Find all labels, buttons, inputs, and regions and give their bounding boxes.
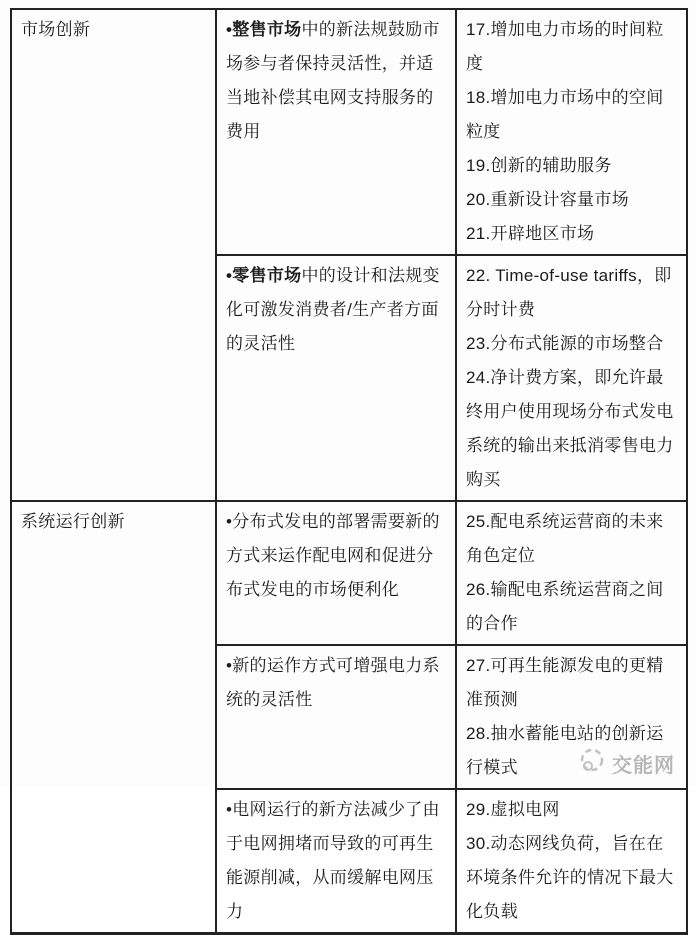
numbered-item: 30.动态网线负荷，旨在在环境条件允许的情况下最大化负载 [466, 834, 674, 921]
desc-paragraph [226, 505, 449, 607]
numbered-item: 18.增加电力市场中的空间粒度 [466, 88, 664, 141]
numbered-item: 22. Time-of-use tariffs，即分时计费 [466, 266, 672, 319]
desc-text: •分布式发电的部署需要新的方式来运作配电网和促进分布式发电的市场便利化 [226, 512, 440, 599]
items-cell-25-26 [456, 501, 687, 645]
desc-paragraph [226, 793, 449, 929]
numbered-item: 28.抽水蓄能电站的创新运行模式 [466, 724, 664, 777]
desc-cell-grid-operation [216, 789, 456, 934]
numbered-item: 25.配电系统运营商的未来角色定位 [466, 512, 664, 565]
category-label: 系统运行创新 [21, 512, 125, 531]
desc-lead-bold: •整售市场 [226, 20, 302, 39]
globe-logo-icon [578, 746, 606, 780]
category-cell-system-operation-innovation [11, 501, 216, 934]
table-row [11, 9, 687, 255]
desc-paragraph [226, 259, 449, 361]
desc-cell-distributed-generation [216, 501, 456, 645]
desc-text: 中的设计和法规变化可激发消费者/生产者方面的灵活性 [226, 266, 440, 353]
numbered-item: 24.净计费方案，即允许最终用户使用现场分布式发电系统的输出来抵消零售电力购买 [466, 368, 674, 489]
desc-cell-new-operation-modes [216, 645, 456, 789]
numbered-item: 19.创新的辅助服务 [466, 156, 612, 175]
desc-cell-retail-market [216, 255, 456, 501]
numbered-item: 29.虚拟电网 [466, 800, 560, 819]
items-cell-17-21 [456, 9, 687, 255]
items-cell-22-24 [456, 255, 687, 501]
desc-lead-bold: •零售市场 [226, 266, 302, 285]
items-cell-29-30 [456, 789, 687, 934]
category-label: 市场创新 [21, 20, 91, 39]
watermark [578, 746, 675, 780]
numbered-item: 17.增加电力市场的时间粒度 [466, 20, 664, 73]
desc-text: •电网运行的新方法减少了由于电网拥堵而导致的可再生能源削减，从而缓解电网压力 [226, 800, 440, 921]
desc-paragraph [226, 13, 449, 149]
desc-text: •新的运作方式可增强电力系统的灵活性 [226, 656, 440, 709]
desc-text: 中的新法规鼓励市场参与者保持灵活性，并适当地补偿其电网支持服务的费用 [226, 20, 440, 141]
numbered-item: 20.重新设计容量市场 [466, 190, 629, 209]
numbered-item: 21.开辟地区市场 [466, 224, 595, 243]
table-row [11, 501, 687, 645]
numbered-item: 27.可再生能源发电的更精准预测 [466, 656, 664, 709]
category-cell-market-innovation [11, 9, 216, 501]
watermark-text: 交能网 [612, 754, 675, 777]
desc-cell-wholesale-market [216, 9, 456, 255]
desc-paragraph [226, 649, 449, 717]
numbered-item: 23.分布式能源的市场整合 [466, 334, 664, 353]
numbered-item: 26.输配电系统运营商之间的合作 [466, 580, 664, 633]
innovation-table [10, 8, 688, 935]
